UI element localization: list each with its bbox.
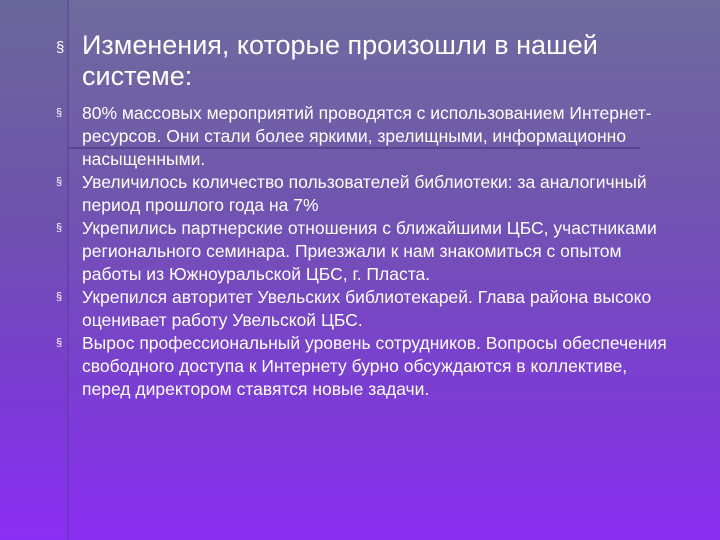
square-bullet-icon: § [56, 337, 63, 349]
list-item [56, 332, 676, 401]
square-bullet-icon: § [56, 222, 63, 234]
list-item [56, 286, 676, 332]
list-item-text: Увеличилось количество пользователей библиотеки: за аналогичный период прошлого года на 7% [82, 172, 647, 215]
list-item-text: Вырос профессиональный уровень сотрудников. Вопросы обеспечения свободного доступа к Интернету бурно обсуждаются в коллективе, перед директором ставятся новые задачи. [82, 333, 667, 399]
square-bullet-icon: § [56, 39, 65, 56]
slide-content [56, 30, 676, 401]
list-item [56, 102, 676, 171]
title-row [56, 30, 676, 92]
bullet-list [56, 102, 676, 401]
slide-title: Изменения, которые произошли в нашей системе: [82, 30, 598, 91]
list-item [56, 171, 676, 217]
list-item [56, 217, 676, 286]
square-bullet-icon: § [56, 107, 63, 119]
square-bullet-icon: § [56, 291, 63, 303]
list-item-text: Укрепился авторитет Увельских библиотекарей. Глава района высоко оценивает работу Увельской ЦБС. [82, 287, 652, 330]
list-item-text: Укрепились партнерские отношения с ближайшими ЦБС, участниками регионального семинара. Приезжали к нам знакомиться с опытом работы из Южноуральской ЦБС, г. Пласта. [82, 218, 657, 284]
square-bullet-icon: § [56, 176, 63, 188]
list-item-text: 80% массовых мероприятий проводятся с использованием Интернет-ресурсов. Они стали более яркими, зрелищными, информационно насыщенными. [82, 103, 652, 169]
